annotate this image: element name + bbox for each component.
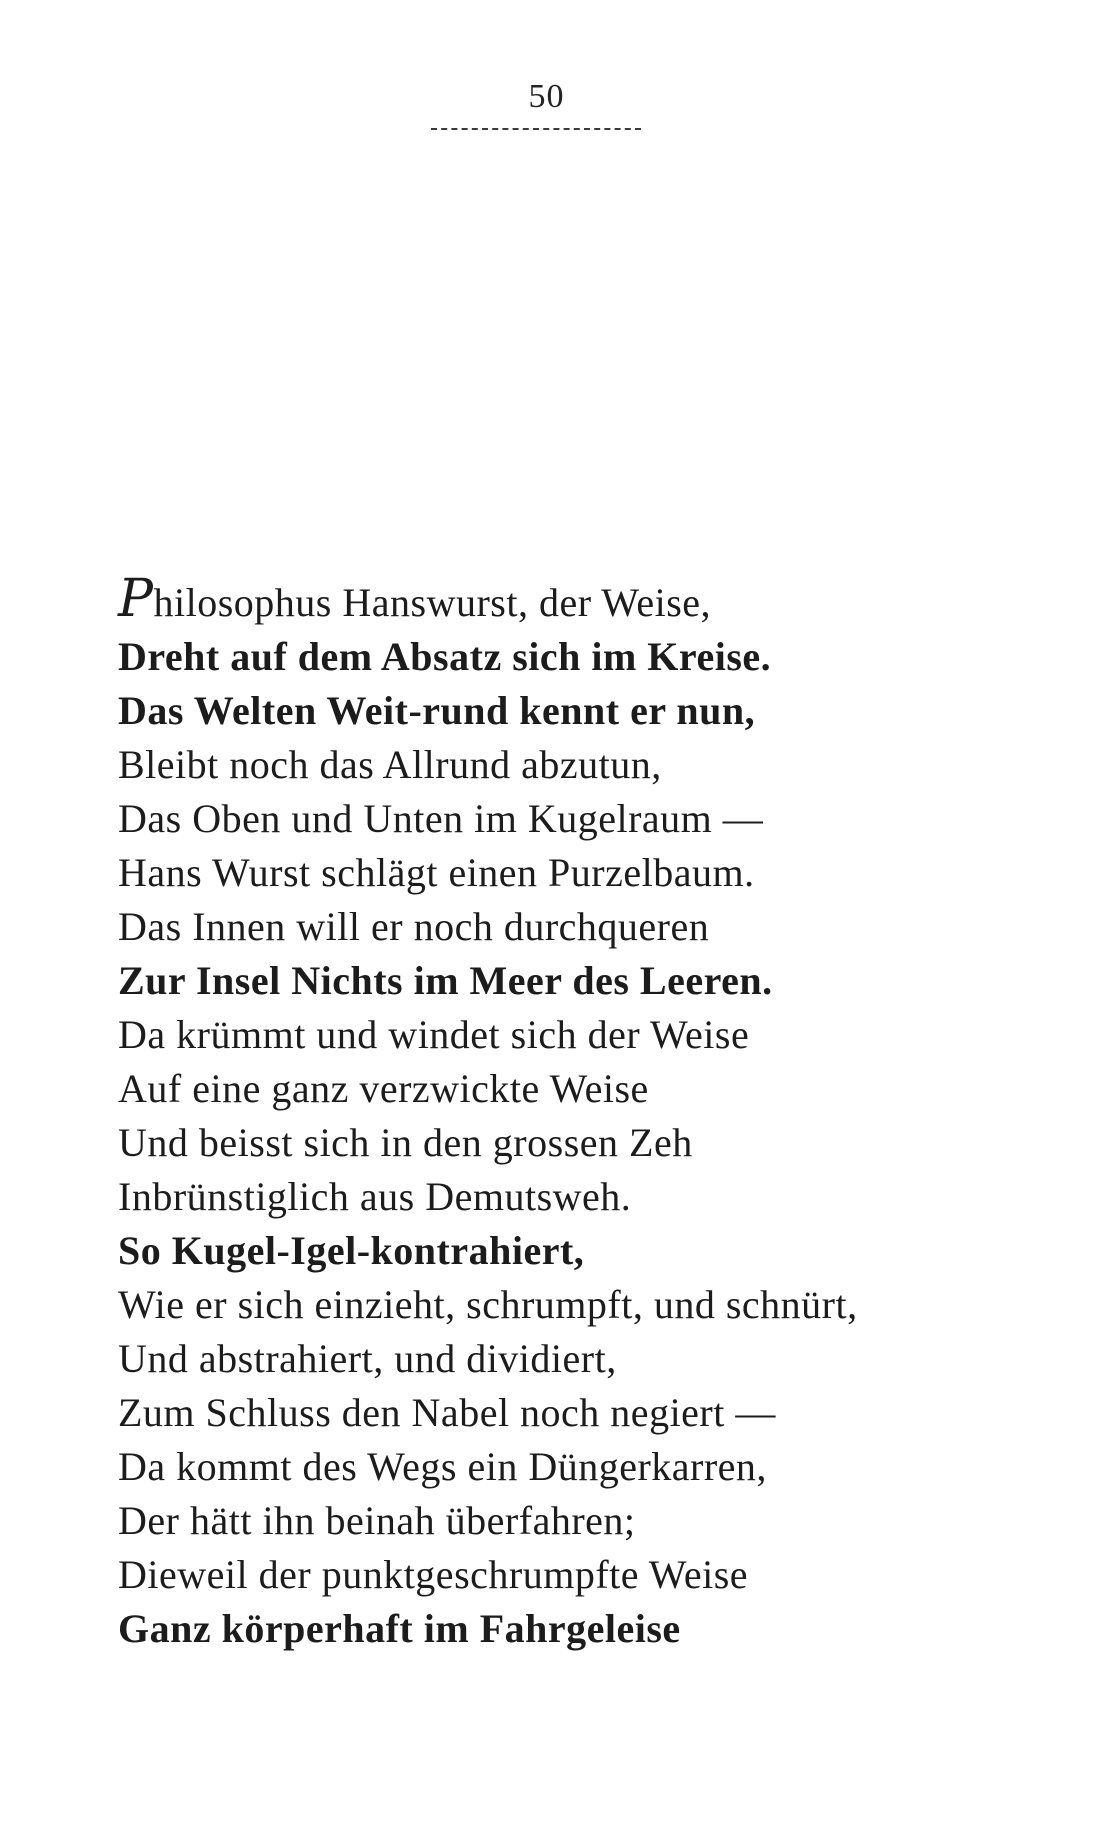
poem-line-2: Dreht auf dem Absatz sich im Kreise. — [118, 634, 772, 679]
poem-line-17: Da kommt des Wegs ein Düngerkarren, — [118, 1444, 767, 1489]
poem-line-8: Zur Insel Nichts im Meer des Leeren. — [118, 958, 773, 1003]
poem-line-9: Da krümmt und windet sich der Weise — [118, 1012, 750, 1057]
poem-line-1 — [118, 569, 1038, 630]
poem-line-7: Das Innen will er noch durchqueren — [118, 904, 710, 949]
page-number: 50 — [528, 78, 565, 115]
poem-line-19: Dieweil der punktgeschrumpfte Weise — [118, 1552, 749, 1597]
poem-line-10: Auf eine ganz verzwickte Weise — [118, 1066, 649, 1111]
poem-line-18: Der hätt ihn beinah überfahren; — [118, 1498, 636, 1543]
poem — [118, 569, 1038, 1656]
poem-line-6: Hans Wurst schlägt einen Purzelbaum. — [118, 850, 755, 895]
poem-line-4: Bleibt noch das Allrund abzutun, — [118, 742, 662, 787]
drop-initial: P — [118, 569, 154, 629]
header-rule — [431, 128, 641, 130]
poem-line-1-text: hilosophus Hanswurst, der Weise, — [153, 580, 712, 625]
poem-line-11: Und beisst sich in den grossen Zeh — [118, 1120, 693, 1165]
poem-line-16: Zum Schluss den Nabel noch negiert — — [118, 1390, 776, 1435]
poem-line-15: Und abstrahiert, und dividiert, — [118, 1336, 617, 1381]
poem-line-14: Wie er sich einzieht, schrumpft, und schnürt, — [118, 1282, 858, 1327]
poem-line-5: Das Oben und Unten im Kugelraum — — [118, 796, 764, 841]
poem-line-12: Inbrünstiglich aus Demutsweh. — [118, 1174, 632, 1219]
poem-line-3: Das Welten Weit-rund kennt er nun, — [118, 688, 756, 733]
poem-line-20: Ganz körperhaft im Fahrgeleise — [118, 1606, 681, 1651]
poem-line-13: So Kugel-Igel-kontrahiert, — [118, 1228, 585, 1273]
